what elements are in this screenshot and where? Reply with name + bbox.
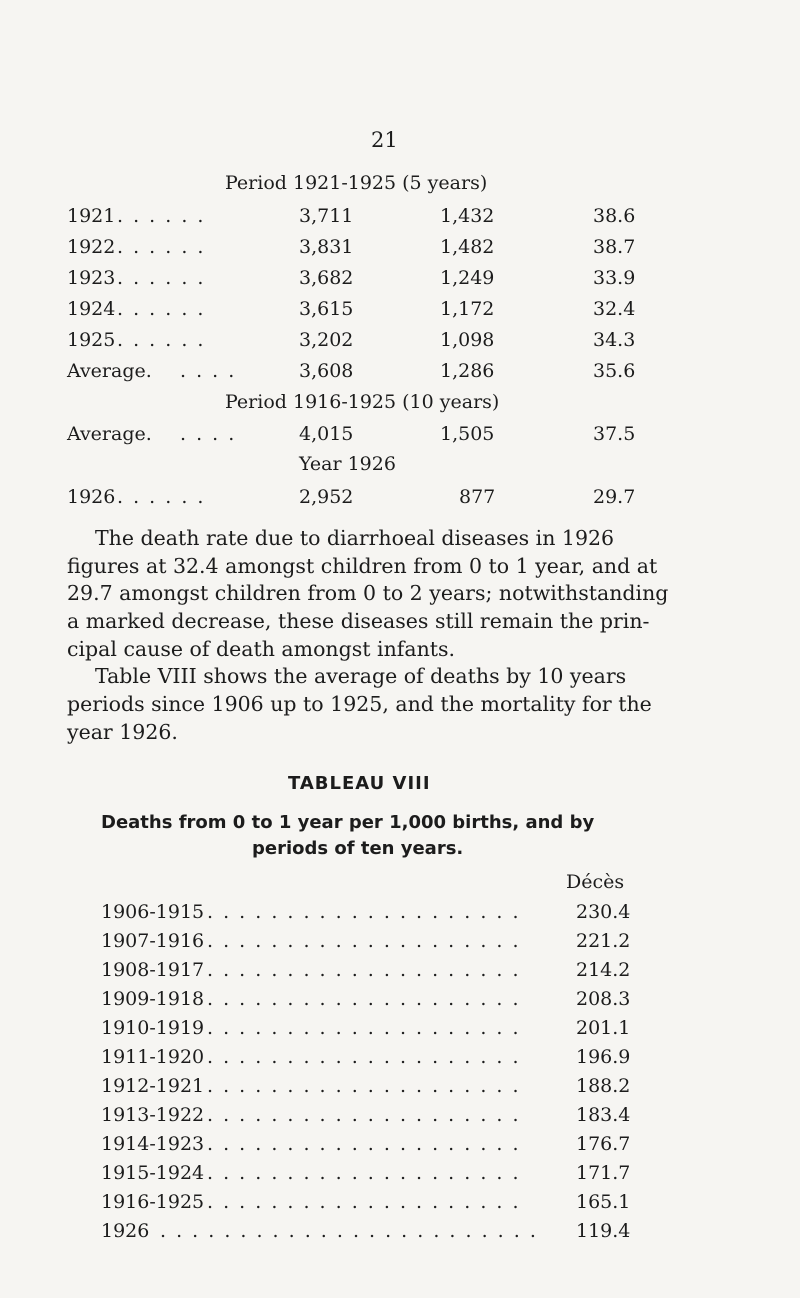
cell: 29.7 — [593, 486, 636, 508]
row-label: 1923 — [67, 267, 116, 289]
value: 201.1 — [576, 1017, 631, 1039]
period-label: 1909-1918 — [101, 988, 205, 1010]
leader-dots: . . . . — [180, 423, 237, 445]
value: 188.2 — [576, 1075, 631, 1097]
period-label: 1910-1919 — [101, 1017, 205, 1039]
leader-dots: . . . . . . . . . . . . . . . . . . . . — [207, 1191, 521, 1213]
leader-dots: . . . . . . . . . . . . . . . . . . . . — [207, 930, 521, 952]
cell: 32.4 — [593, 298, 636, 320]
leader-dots: . . . . . . . . . . . . . . . . . . . . — [207, 1017, 521, 1039]
row-label: Average. — [67, 423, 152, 445]
paragraph-line: year 1926. — [67, 720, 178, 744]
row-label: 1924 — [67, 298, 116, 320]
cell: 3,202 — [299, 329, 354, 351]
table-subtitle: Deaths from 0 to 1 year per 1,000 births, and by — [101, 812, 595, 833]
cell: 877 — [459, 486, 496, 508]
value: 208.3 — [576, 988, 631, 1010]
period-label: 1912-1921 — [101, 1075, 205, 1097]
period-label: 1911-1920 — [101, 1046, 205, 1068]
period-label: 1907-1916 — [101, 930, 205, 952]
page-number: 21 — [371, 128, 398, 152]
leader-dots: . . . . . . — [117, 329, 206, 351]
leader-dots: . . . . . . — [117, 267, 206, 289]
leader-dots: . . . . . . . . . . . . . . . . . . . . — [207, 1075, 521, 1097]
column-header: Décès — [566, 871, 625, 893]
value: 119.4 — [576, 1220, 631, 1242]
paragraph-line: cipal cause of death amongst infants. — [67, 637, 456, 661]
leader-dots: . . . . . . . . . . . . . . . . . . . . — [207, 1162, 521, 1184]
leader-dots: . . . . . . . . . . . . . . . . . . . . — [207, 1046, 521, 1068]
period-label: 1916-1925 — [101, 1191, 205, 1213]
leader-dots: . . . . . . — [117, 236, 206, 258]
value: 221.2 — [576, 930, 631, 952]
period-label: 1915-1924 — [101, 1162, 205, 1184]
cell: 3,682 — [299, 267, 354, 289]
cell: 1,432 — [440, 205, 495, 227]
cell: 3,608 — [299, 360, 354, 382]
leader-dots: . . . . — [180, 360, 237, 382]
year-header: Year 1926 — [299, 453, 396, 475]
row-label: 1925 — [67, 329, 116, 351]
value: 176.7 — [576, 1133, 631, 1155]
period-label: 1906-1915 — [101, 901, 205, 923]
cell: 34.3 — [593, 329, 636, 351]
value: 165.1 — [576, 1191, 631, 1213]
table-title: TABLEAU VIII — [288, 773, 431, 794]
leader-dots: . . . . . . . . . . . . . . . . . . . . — [207, 1133, 521, 1155]
period-label: 1914-1923 — [101, 1133, 205, 1155]
cell: 37.5 — [593, 423, 636, 445]
period-label: 1926 — [101, 1220, 150, 1242]
leader-dots: . . . . . . — [117, 298, 206, 320]
cell: 1,482 — [440, 236, 495, 258]
cell: 1,286 — [440, 360, 495, 382]
cell: 35.6 — [593, 360, 636, 382]
value: 230.4 — [576, 901, 631, 923]
row-label: 1926 — [67, 486, 116, 508]
period-label: 1908-1917 — [101, 959, 205, 981]
cell: 1,098 — [440, 329, 495, 351]
cell: 1,249 — [440, 267, 495, 289]
period-header: Period 1921-1925 (5 years) — [225, 172, 488, 194]
leader-dots: . . . . . . . . . . . . . . . . . . . . — [207, 1104, 521, 1126]
cell: 3,711 — [299, 205, 354, 227]
cell: 4,015 — [299, 423, 354, 445]
period-header: Period 1916-1925 (10 years) — [225, 391, 500, 413]
cell: 38.6 — [593, 205, 636, 227]
period-label: 1913-1922 — [101, 1104, 205, 1126]
value: 183.4 — [576, 1104, 631, 1126]
paragraph-line: The death rate due to diarrhoeal diseases in 1926 — [95, 526, 615, 550]
table-subtitle: periods of ten years. — [252, 838, 464, 859]
paragraph-line: figures at 32.4 amongst children from 0 to 1 year, and at — [67, 554, 658, 578]
row-label: Average. — [67, 360, 152, 382]
value: 196.9 — [576, 1046, 631, 1068]
cell: 38.7 — [593, 236, 636, 258]
cell: 3,831 — [299, 236, 354, 258]
cell: 1,505 — [440, 423, 495, 445]
paragraph-line: Table VIII shows the average of deaths by 10 years — [95, 664, 627, 688]
cell: 2,952 — [299, 486, 354, 508]
row-label: 1921 — [67, 205, 116, 227]
leader-dots: . . . . . . . . . . . . . . . . . . . . — [207, 988, 521, 1010]
paragraph-line: periods since 1906 up to 1925, and the mortality for the — [67, 692, 652, 716]
leader-dots: . . . . . . — [117, 205, 206, 227]
paragraph-line: 29.7 amongst children from 0 to 2 years; notwithstanding — [67, 581, 669, 605]
leader-dots: . . . . . . . . . . . . . . . . . . . . . . . . — [160, 1220, 538, 1242]
paragraph-line: a marked decrease, these diseases still remain the prin- — [67, 609, 650, 633]
row-label: 1922 — [67, 236, 116, 258]
cell: 3,615 — [299, 298, 354, 320]
leader-dots: . . . . . . . . . . . . . . . . . . . . — [207, 901, 521, 923]
leader-dots: . . . . . . — [117, 486, 206, 508]
cell: 1,172 — [440, 298, 495, 320]
value: 214.2 — [576, 959, 631, 981]
leader-dots: . . . . . . . . . . . . . . . . . . . . — [207, 959, 521, 981]
cell: 33.9 — [593, 267, 636, 289]
value: 171.7 — [576, 1162, 631, 1184]
